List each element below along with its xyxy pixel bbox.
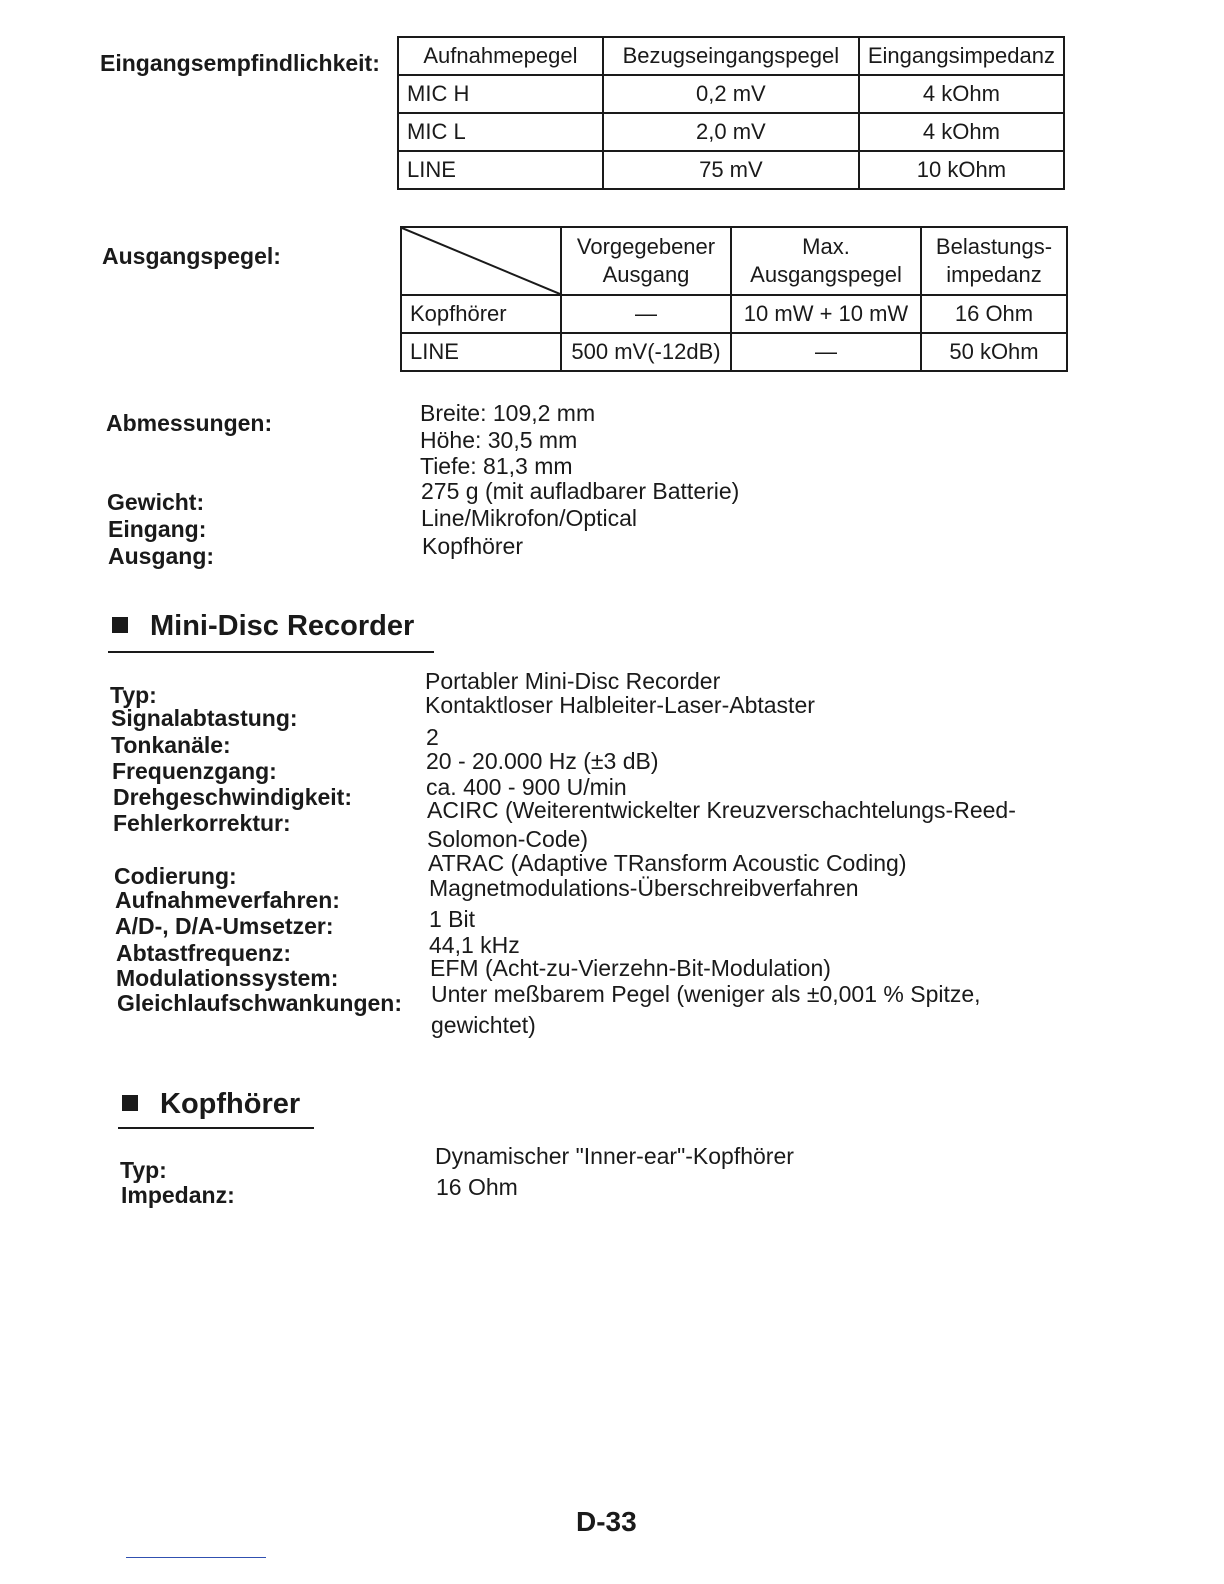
input-sensitivity-table <box>397 36 1065 190</box>
spec-label-output: Ausgang: <box>108 543 215 569</box>
spec-label-signal-pickup: Signalabtastung: <box>111 705 298 731</box>
spec-value-wow-flutter: Unter meßbarem Pegel (weniger als ±0,001 % Spitze, <box>431 981 981 1007</box>
bullet-square-icon <box>122 1095 138 1111</box>
spec-label-type: Typ: <box>110 682 157 708</box>
header-line: Ausgangspegel <box>750 262 902 287</box>
table-cell: Kopfhörer <box>401 295 561 333</box>
spec-value-height: Höhe: 30,5 mm <box>420 427 578 453</box>
table-header-row <box>401 227 1067 295</box>
section-title-text: Kopfhörer <box>160 1088 301 1120</box>
spec-value-coding: ATRAC (Adaptive TRansform Acoustic Coding) <box>428 850 907 876</box>
bullet-square-icon <box>112 617 128 633</box>
table-cell: LINE <box>401 333 561 371</box>
header-line: impedanz <box>946 262 1042 287</box>
spec-label-dimensions: Abmessungen: <box>106 410 273 436</box>
table-cell: 0,2 mV <box>603 75 859 113</box>
footer-line <box>126 1557 266 1558</box>
spec-value-headphone-type: Dynamischer "Inner-ear"-Kopfhörer <box>435 1143 794 1169</box>
spec-value-type: Portabler Mini-Disc Recorder <box>425 668 721 694</box>
table-header-row <box>398 37 1064 75</box>
table-header-cell: Eingangsimpedanz <box>859 37 1064 75</box>
spec-value-width: Breite: 109,2 mm <box>420 400 596 426</box>
spec-label-error-correction: Fehlerkorrektur: <box>113 810 291 836</box>
spec-label-sampling-frequency: Abtastfrequenz: <box>116 940 292 966</box>
table-row <box>401 295 1067 333</box>
header-line: Vorgegebener <box>576 234 716 259</box>
header-line: Max. <box>802 234 850 259</box>
spec-label-modulation: Modulationssystem: <box>116 965 339 991</box>
table-row <box>401 333 1067 371</box>
table-cell: 2,0 mV <box>603 113 859 151</box>
diagonal-header-cell <box>401 227 561 295</box>
input-sensitivity-label: Eingangsempfindlichkeit: <box>100 50 380 76</box>
table-header-cell: Bezugseingangspegel <box>603 37 859 75</box>
spec-value-depth: Tiefe: 81,3 mm <box>420 453 573 479</box>
spec-value-output: Kopfhörer <box>422 533 524 559</box>
header-line: Ausgang <box>602 262 690 287</box>
table-cell: 4 kOhm <box>859 75 1064 113</box>
spec-value-channels: 2 <box>426 724 439 750</box>
output-level-label: Ausgangspegel: <box>102 243 281 269</box>
header-line: Belastungs- <box>935 234 1053 259</box>
spec-value-rotation-speed: ca. 400 - 900 U/min <box>426 774 627 800</box>
table-cell: 50 kOhm <box>921 333 1067 371</box>
spec-label-frequency-response: Frequenzgang: <box>112 758 277 784</box>
spec-label-coding: Codierung: <box>114 863 237 889</box>
section-title-headphones <box>122 1087 300 1121</box>
section-underline <box>118 1127 314 1129</box>
table-cell: 10 kOhm <box>859 151 1064 189</box>
spec-label-input: Eingang: <box>108 516 207 542</box>
spec-value-sampling-frequency: 44,1 kHz <box>429 932 520 958</box>
output-level-table <box>400 226 1068 372</box>
table-row <box>398 151 1064 189</box>
spec-value-converter: 1 Bit <box>429 906 476 932</box>
table-header-cell <box>921 227 1067 295</box>
table-row <box>398 75 1064 113</box>
spec-value-signal-pickup: Kontaktloser Halbleiter-Laser-Abtaster <box>425 692 815 718</box>
spec-label-channels: Tonkanäle: <box>111 732 231 758</box>
table-cell: 500 mV(-12dB) <box>561 333 731 371</box>
table-cell: 75 mV <box>603 151 859 189</box>
table-header-cell <box>731 227 921 295</box>
spec-label-headphone-type: Typ: <box>120 1157 167 1183</box>
table-cell: 16 Ohm <box>921 295 1067 333</box>
spec-label-impedance: Impedanz: <box>121 1182 235 1208</box>
table-cell: 10 mW + 10 mW <box>731 295 921 333</box>
spec-value-weight: 275 g (mit aufladbarer Batterie) <box>421 478 740 504</box>
section-title-minidisc <box>112 609 414 643</box>
spec-label-recording-method: Aufnahmeverfahren: <box>115 887 340 913</box>
spec-value-frequency-response: 20 - 20.000 Hz (±3 dB) <box>426 748 659 774</box>
section-title-text: Mini-Disc Recorder <box>150 610 415 642</box>
spec-value-modulation: EFM (Acht-zu-Vierzehn-Bit-Modulation) <box>430 955 831 981</box>
table-cell: MIC L <box>398 113 603 151</box>
spec-value-impedance: 16 Ohm <box>436 1174 518 1200</box>
spec-label-weight: Gewicht: <box>107 489 205 515</box>
section-underline <box>108 651 434 653</box>
spec-value-error-correction-cont: Solomon-Code) <box>427 826 589 852</box>
table-cell: — <box>561 295 731 333</box>
spec-value-recording-method: Magnetmodulations-Überschreibverfahren <box>429 875 859 901</box>
spec-label-wow-flutter: Gleichlaufschwankungen: <box>117 990 402 1016</box>
table-cell: LINE <box>398 151 603 189</box>
table-cell: — <box>731 333 921 371</box>
table-header-cell <box>561 227 731 295</box>
spec-value-input: Line/Mikrofon/Optical <box>421 505 638 531</box>
spec-value-error-correction: ACIRC (Weiterentwickelter Kreuzverschachtelungs-Reed- <box>427 797 1016 823</box>
table-row <box>398 113 1064 151</box>
table-cell: 4 kOhm <box>859 113 1064 151</box>
diagonal-line <box>402 228 560 294</box>
page-number: D-33 <box>576 1506 637 1537</box>
spec-label-converter: A/D-, D/A-Umsetzer: <box>115 913 334 939</box>
table-cell: MIC H <box>398 75 603 113</box>
table-header-cell: Aufnahmepegel <box>398 37 603 75</box>
spec-label-rotation-speed: Drehgeschwindigkeit: <box>113 784 352 810</box>
spec-value-wow-flutter-cont: gewichtet) <box>431 1012 536 1038</box>
